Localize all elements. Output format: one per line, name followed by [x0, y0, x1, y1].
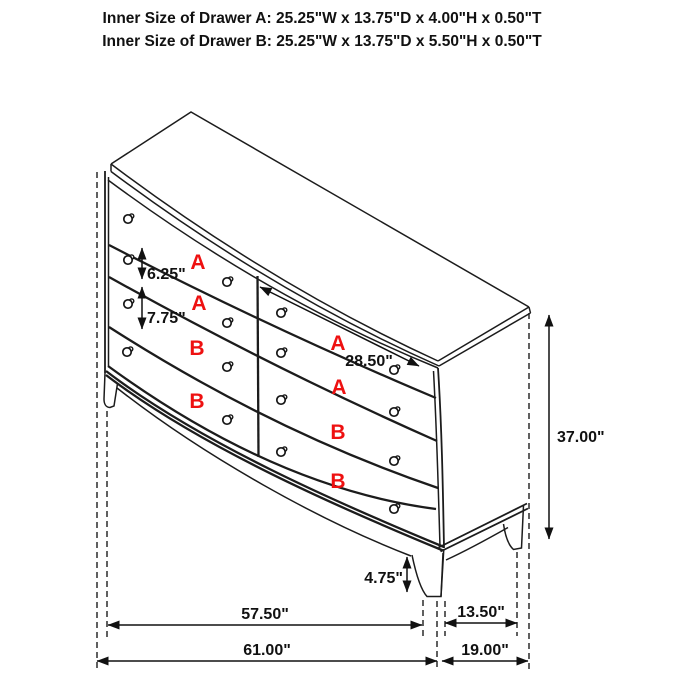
dimension-label-drawer-a-height: 6.25"	[147, 266, 186, 283]
drawer-knob	[223, 362, 233, 371]
dimension-label-overall-depth: 19.00"	[461, 642, 509, 659]
drawer-knob	[124, 255, 134, 264]
drawer-label-left-2: A	[191, 292, 207, 315]
dimension-label-drawer-b-height: 7.75"	[147, 310, 186, 327]
drawer-knob	[390, 456, 400, 465]
drawer-knob	[223, 277, 233, 286]
drawer-label-left-4: B	[189, 390, 205, 413]
header-line-2: Inner Size of Drawer B: 25.25"W x 13.75"D x 5.50"H x 0.50"T	[102, 33, 542, 50]
side-apron-top-edge	[441, 509, 529, 552]
header-line-1: Inner Size of Drawer A: 25.25"W x 13.75"D x 4.00"H x 0.50"T	[102, 10, 542, 27]
drawer-knob	[223, 415, 233, 424]
drawer-knob	[124, 299, 134, 308]
dimension-label-drawer-row-width: 28.50"	[345, 353, 393, 370]
dimension-label-leg-height: 4.75"	[364, 570, 403, 587]
drawer-label-left-1: A	[190, 251, 206, 274]
drawer-knob	[277, 308, 287, 317]
front-right-leg	[412, 549, 444, 597]
drawer-knob	[277, 348, 287, 357]
dresser-top-right-cap	[529, 307, 531, 313]
drawer-label-right-4: B	[330, 470, 346, 493]
drawer-knob	[277, 395, 287, 404]
dresser-top-right-edge	[438, 307, 529, 361]
drawer-label-right-2: A	[331, 376, 347, 399]
header	[102, 10, 542, 50]
front-right-leg-side-edge	[441, 553, 443, 597]
dimension-label-overall-width: 61.00"	[243, 642, 291, 659]
dresser-top-lower-right-edge	[439, 313, 531, 366]
dresser-top-front-edge	[111, 164, 438, 361]
drawer-line-4	[108, 366, 436, 509]
dimension-label-overall-height: 37.00"	[557, 429, 605, 446]
drawer-divider	[258, 276, 259, 457]
dresser-drawing	[104, 112, 531, 597]
drawer-knob	[277, 447, 287, 456]
dimension-label-front-leg-spacing: 57.50"	[241, 606, 289, 623]
drawer-knob	[124, 214, 134, 223]
drawer-label-left-3: B	[189, 337, 205, 360]
dimension-label-side-leg-spacing: 13.50"	[457, 604, 505, 621]
drawer-knob	[223, 318, 233, 327]
drawer-label-right-1: A	[330, 332, 346, 355]
drawer-knob	[390, 504, 400, 513]
drawer-letters	[189, 251, 346, 493]
drawer-label-right-3: B	[330, 421, 346, 444]
drawer-knob	[390, 407, 400, 416]
drawer-knob	[123, 347, 133, 356]
